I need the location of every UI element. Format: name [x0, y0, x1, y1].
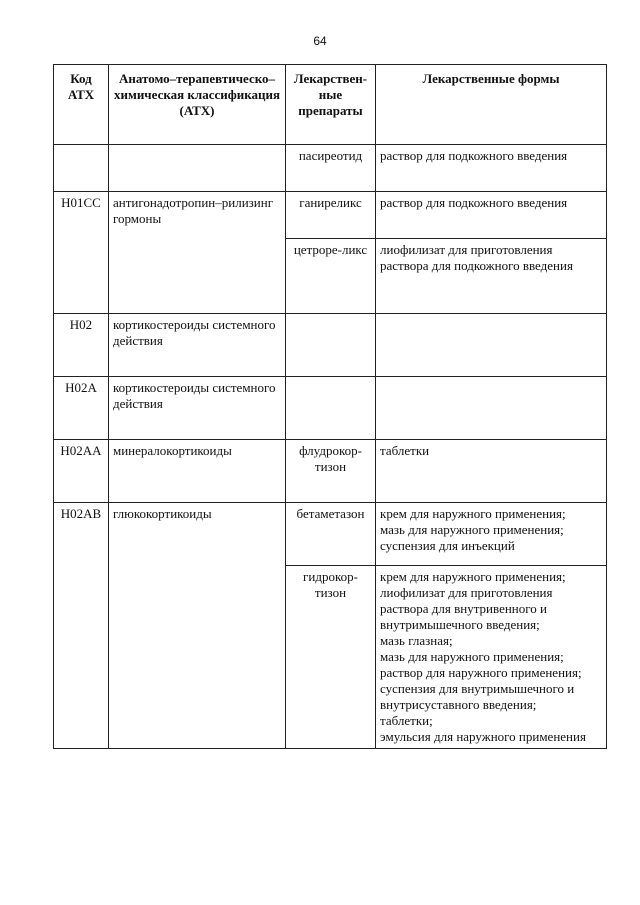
classification-name: кортикостероиды системного действия: [109, 377, 286, 440]
dosage-form: раствор для подкожного введения: [380, 195, 568, 210]
dosage-forms: [376, 314, 607, 377]
dosage-form: мазь для наружного применения;: [380, 649, 564, 664]
dosage-forms: [376, 503, 607, 566]
drug-name: флудрокор-тизон: [286, 440, 376, 503]
atc-code: H02: [54, 314, 109, 377]
drug-name: цетроре-ликс: [286, 239, 376, 314]
drug-name: ганиреликс: [286, 192, 376, 239]
dosage-form: суспензия для инъекций: [380, 538, 515, 553]
atc-code: H02AB: [54, 503, 109, 749]
page-number: 64: [313, 34, 327, 48]
dosage-form: эмульсия для наружного применения: [380, 729, 586, 744]
header-drugs: Лекарствен-ные препараты: [286, 65, 376, 145]
dosage-form: раствор для наружного применения;: [380, 665, 582, 680]
dosage-form: мазь глазная;: [380, 633, 453, 648]
table-header-row: [54, 65, 607, 145]
classification-name: глюкокортикоиды: [109, 503, 286, 749]
dosage-forms: [376, 145, 607, 192]
dosage-form: лиофилизат для приготовления раствора для внутривенного и внутримышечного введения;: [380, 585, 553, 632]
classification-name: кортикостероиды системного действия: [109, 314, 286, 377]
table-row: [54, 314, 607, 377]
header-classification: Анатомо–терапевтическо–химическая классификация (АТХ): [109, 65, 286, 145]
table-row: [54, 377, 607, 440]
atc-code: [54, 145, 109, 192]
table-row: [54, 192, 607, 239]
dosage-forms: [376, 377, 607, 440]
atc-code: H01CC: [54, 192, 109, 314]
dosage-form: мазь для наружного применения;: [380, 522, 564, 537]
dosage-form: таблетки;: [380, 713, 433, 728]
dosage-forms: [376, 192, 607, 239]
table-row: [54, 440, 607, 503]
dosage-form: крем для наружного применения;: [380, 569, 566, 584]
dosage-form: суспензия для внутримышечного и внутрисуставного введения;: [380, 681, 575, 712]
atc-table: [53, 64, 607, 749]
dosage-forms: [376, 239, 607, 314]
table-row: [54, 503, 607, 566]
header-forms: Лекарственные формы: [376, 65, 607, 145]
atc-code: H02A: [54, 377, 109, 440]
atc-code: H02AA: [54, 440, 109, 503]
dosage-forms: [376, 566, 607, 749]
classification-name: [109, 145, 286, 192]
classification-name: антигонадотропин–рилизинг гормоны: [109, 192, 286, 314]
header-code: Код АТХ: [54, 65, 109, 145]
dosage-form: раствор для подкожного введения: [380, 148, 568, 163]
dosage-form: лиофилизат для приготовления раствора для подкожного введения: [380, 242, 573, 273]
drug-name: пасиреотид: [286, 145, 376, 192]
dosage-forms: [376, 440, 607, 503]
drug-name: [286, 377, 376, 440]
dosage-form: крем для наружного применения;: [380, 506, 566, 521]
drug-name: [286, 314, 376, 377]
dosage-form: таблетки: [380, 443, 430, 458]
drug-name: бетаметазон: [286, 503, 376, 566]
classification-name: минералокортикоиды: [109, 440, 286, 503]
drug-name: гидрокор-тизон: [286, 566, 376, 749]
table-row: [54, 145, 607, 192]
